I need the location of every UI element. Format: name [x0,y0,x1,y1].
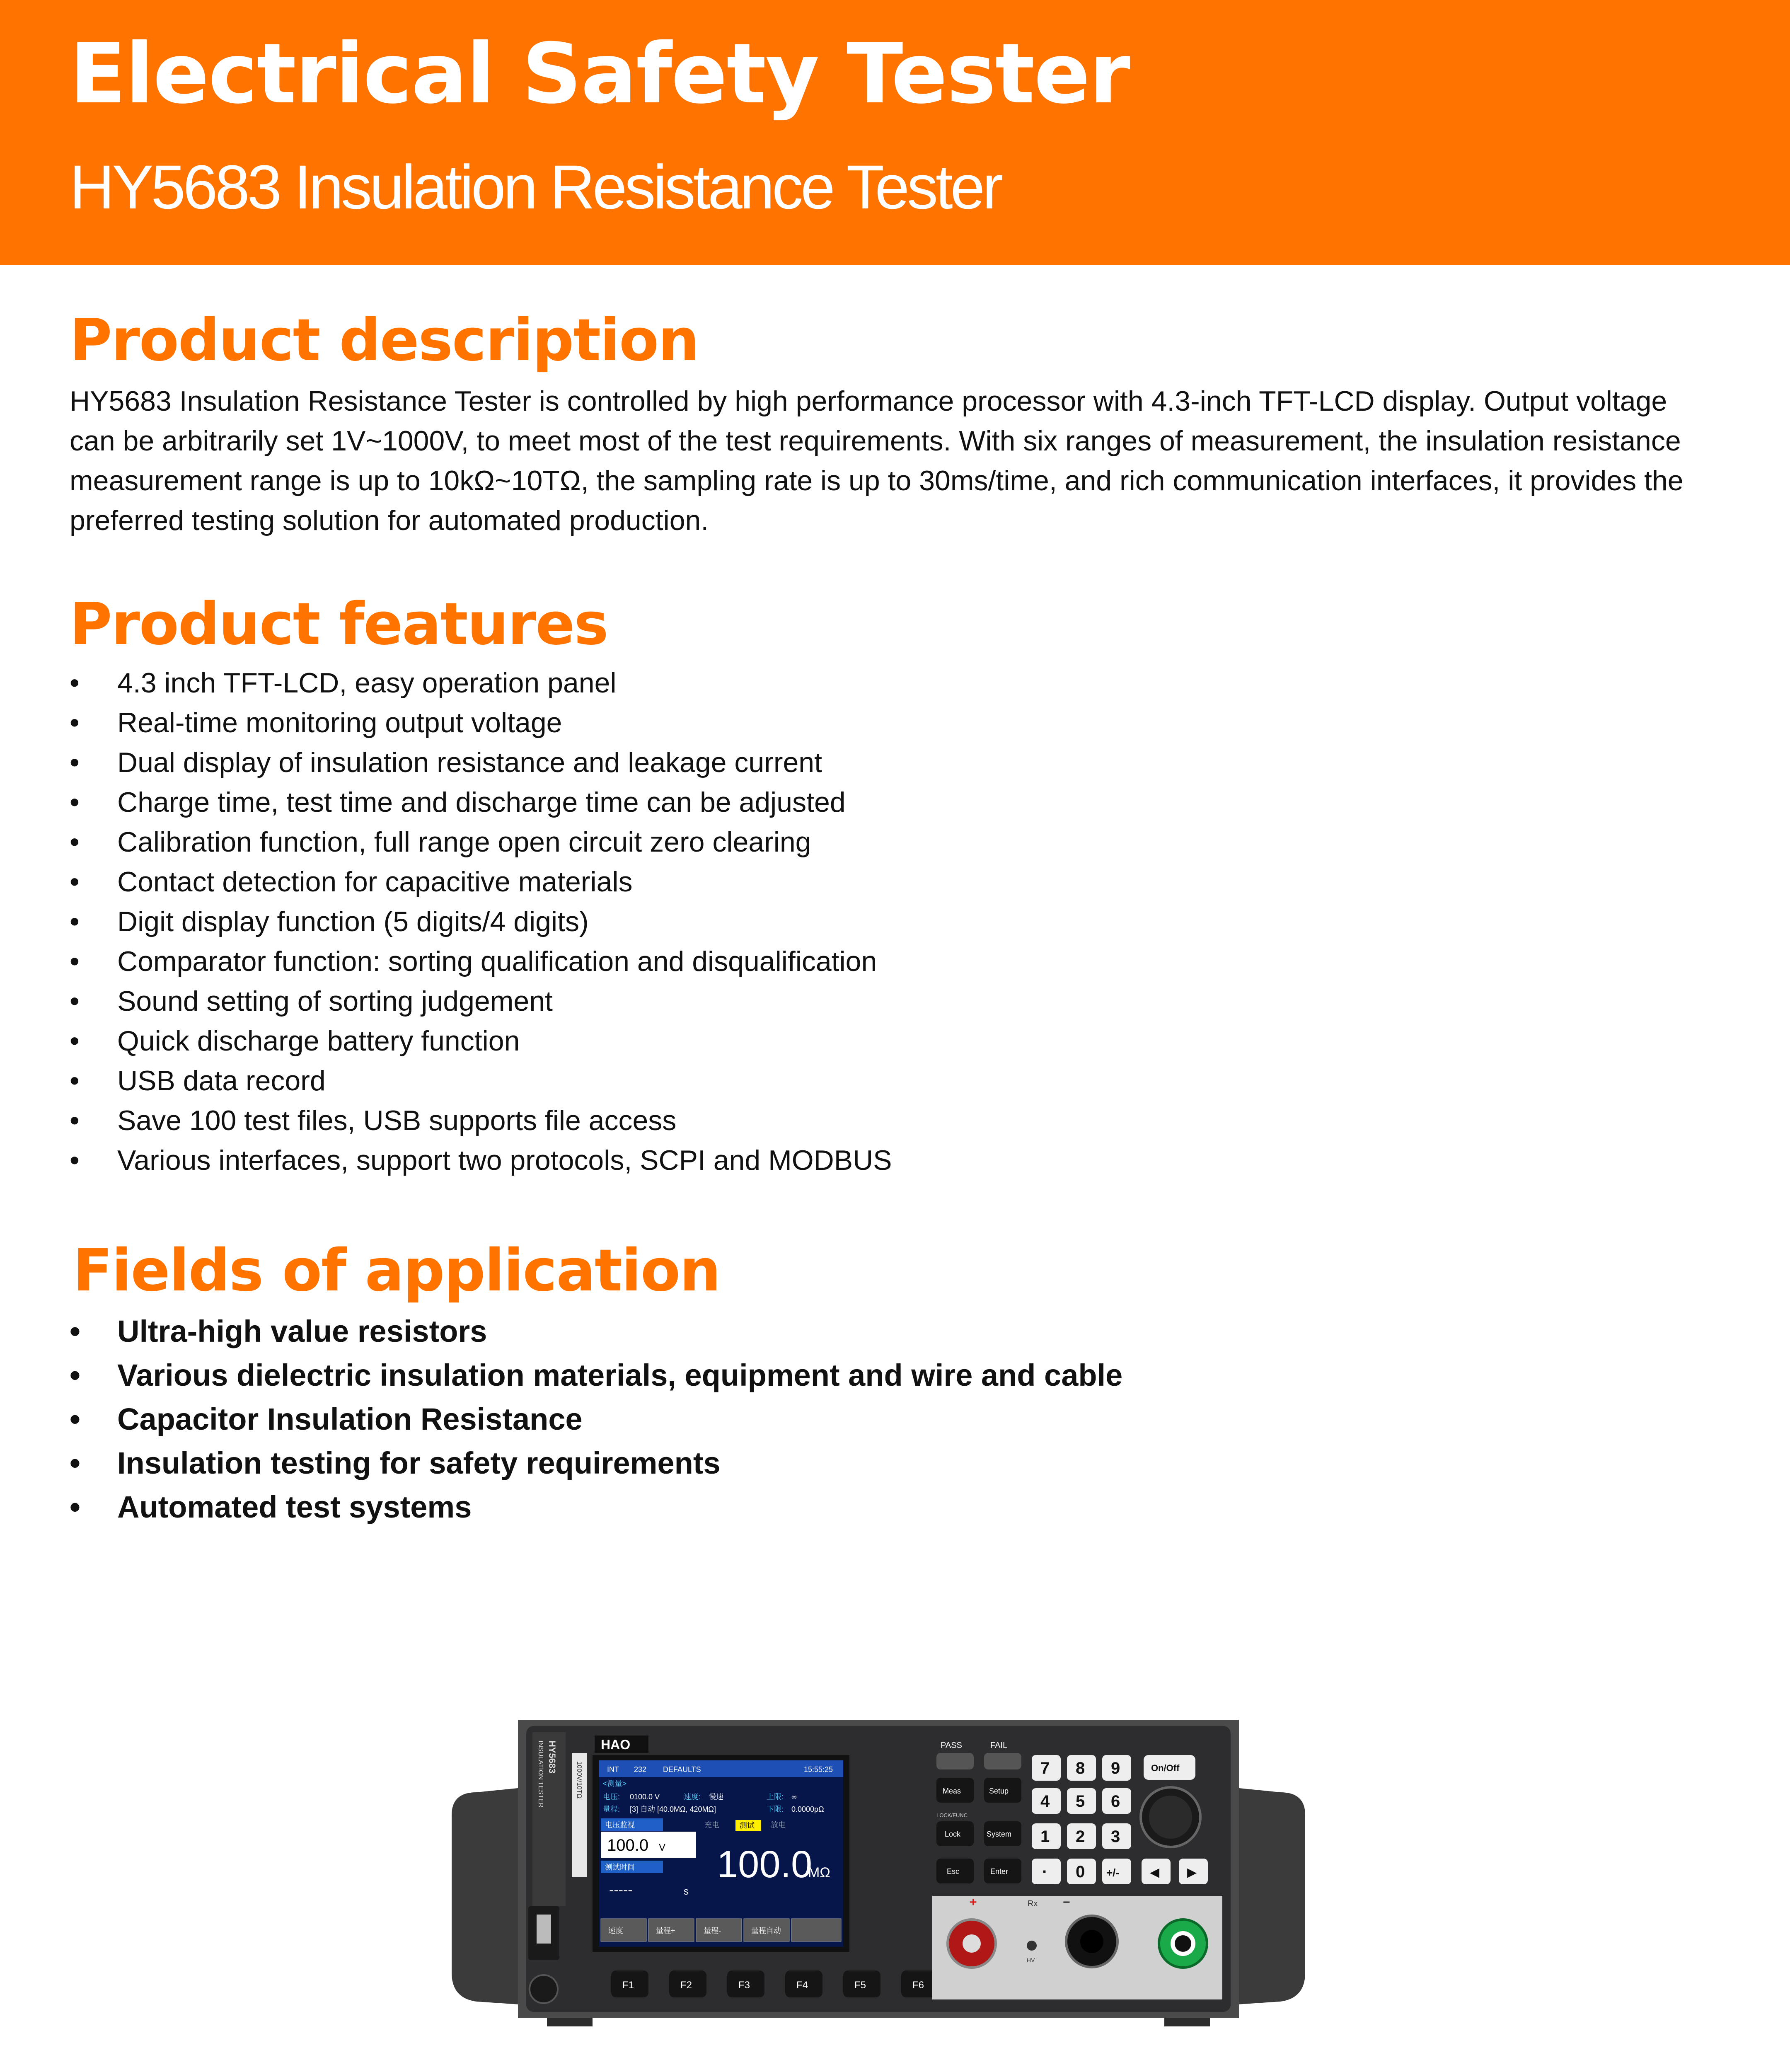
upper-label: 上限: [767,1793,784,1801]
pass-indicator [936,1753,974,1769]
monitor-value: 100.0 [607,1836,649,1854]
plus-sign: + [970,1895,977,1909]
side-label: INSULATION TESTER [537,1740,544,1808]
f4-label: F4 [796,1980,808,1991]
key-label: +/- [1106,1866,1120,1879]
stage-discharge: 放电 [771,1821,786,1829]
lock-label: Lock [945,1830,961,1838]
application-item: • Automated test systems [70,1485,1122,1529]
key-label: 7 [1040,1759,1050,1777]
applications-heading: Fields of application [73,1237,720,1305]
setup-label: Setup [989,1787,1009,1795]
rating-label: 1000V/10TΩ [576,1761,583,1799]
right-arrow-icon: ▶ [1187,1866,1197,1879]
monitor-unit: V [659,1842,666,1853]
status-int: INT [607,1765,619,1774]
features-heading: Product features [70,591,608,658]
f3-label: F3 [738,1980,750,1991]
key-label: 0 [1076,1863,1085,1881]
page-subtitle: HY5683 Insulation Resistance Tester [70,152,1001,222]
status-232: 232 [634,1765,647,1774]
feature-item: • 4.3 inch TFT-LCD, easy operation panel [70,663,892,703]
feature-item: • Real-time monitoring output voltage [70,703,892,743]
feature-item: • Charge time, test time and discharge time can be adjusted [70,782,892,822]
f6-label: F6 [912,1980,924,1991]
application-item: • Capacitor Insulation Resistance [70,1397,1122,1441]
time-value: ----- [609,1882,633,1898]
monitor-label: 电压监视 [605,1821,635,1829]
f1-label: F1 [622,1980,634,1991]
terminal-socket [1175,1935,1191,1952]
application-item: • Insulation testing for safety requirements [70,1441,1122,1485]
lower-value: 0.0000pΩ [791,1805,824,1813]
usb-icon [537,1915,551,1944]
feature-item: • USB data record [70,1061,892,1101]
key-label: 1 [1040,1828,1050,1846]
softkey-label: 量程+ [656,1927,675,1935]
softkey[interactable] [601,1919,646,1941]
stage-test: 测试 [740,1821,755,1830]
terminal-socket [963,1934,981,1953]
voltage-label: 电压: [603,1793,620,1801]
status-file: DEFAULTS [663,1765,701,1774]
feature-item: • Digit display function (5 digits/4 digits) [70,902,892,942]
features-list [70,663,892,1180]
application-item: • Various dielectric insulation materials, equipment and wire and cable [70,1353,1122,1397]
main-reading: 100.0 [717,1843,813,1886]
header-banner [0,0,1790,265]
description-heading: Product description [70,307,699,374]
softkey-label: 量程自动 [751,1927,781,1935]
description-text: HY5683 Insulation Resistance Tester is controlled by high performance processor with 4.3-inch TFT-LCD display. Output voltage can be arbitrarily set 1V~1000V, to meet most of the test requirements. With six ranges of measurement, the insulation resistance measurement range is up to 10kΩ~10TΩ, the sampling rate is up to 30ms/time, and rich communication interfaces, it provides the preferred testing solution for automated production. [70,385,1684,536]
feature-item: • Quick discharge battery function [70,1021,892,1061]
key-label: 9 [1111,1759,1120,1777]
key-label: 5 [1076,1792,1085,1811]
device-image [452,1703,1305,2035]
time-label: 测试时间 [605,1863,635,1871]
speed-value: 慢速 [709,1793,723,1801]
softkey[interactable] [791,1919,841,1941]
softkey-label: 速度 [608,1927,623,1935]
key-label: 3 [1111,1828,1120,1846]
speed-label: 速度: [684,1793,701,1801]
range-value: [3] 自动 [40.0MΩ, 420MΩ] [630,1805,716,1813]
hv-label: HV [1027,1957,1035,1963]
page-title: Electrical Safety Tester [70,26,1130,122]
knob-center [1149,1796,1192,1839]
fail-indicator [984,1753,1021,1769]
feature-item: • Comparator function: sorting qualification and disqualification [70,942,892,981]
upper-value: ∞ [791,1793,797,1801]
main-unit: MΩ [808,1865,830,1881]
status-clock: 15:55:25 [804,1765,833,1774]
feature-item: • Contact detection for capacitive materials [70,862,892,902]
feature-item: • Sound setting of sorting judgement [70,981,892,1021]
f5-label: F5 [854,1980,866,1991]
lock-func-label: LOCK/FUNC [936,1812,968,1818]
feature-item: • Calibration function, full range open circuit zero clearing [70,822,892,862]
key-label: 2 [1076,1828,1085,1846]
feature-item: • Save 100 test files, USB supports file access [70,1101,892,1140]
feature-item: • Various interfaces, support two protocols, SCPI and MODBUS [70,1140,892,1180]
range-label: 量程: [603,1805,620,1813]
key-label: 4 [1040,1792,1050,1811]
softkey-label: 量程- [704,1927,721,1935]
lower-label: 下限: [767,1805,784,1813]
voltage-value: 0100.0 V [630,1793,660,1801]
hv-indicator [1027,1941,1037,1951]
left-arrow-icon: ◀ [1150,1866,1160,1879]
terminal-socket [1080,1930,1103,1953]
stage-charge: 充电 [704,1821,719,1829]
fail-label: FAIL [990,1741,1008,1750]
application-item: • Ultra-high value resistors [70,1310,1122,1353]
power-button[interactable] [530,1975,558,2003]
key-label: · [1042,1863,1048,1881]
meas-label: Meas [943,1787,961,1795]
time-unit: s [684,1886,689,1897]
applications-list [70,1310,1122,1529]
pass-label: PASS [941,1741,962,1750]
f2-label: F2 [680,1980,692,1991]
model-label: HY5683 [547,1740,557,1774]
feature-item: • Dual display of insulation resistance and leakage current [70,743,892,782]
esc-label: Esc [947,1867,960,1876]
enter-label: Enter [990,1867,1009,1876]
screen-mode: <测量> [603,1779,627,1788]
system-label: System [987,1830,1012,1838]
key-label: 8 [1076,1759,1085,1777]
rx-label: Rx [1028,1899,1038,1908]
minus-sign: − [1063,1895,1070,1909]
onoff-label: On/Off [1151,1763,1180,1773]
brand-logo: HAO [601,1737,631,1752]
key-label: 6 [1111,1792,1120,1811]
